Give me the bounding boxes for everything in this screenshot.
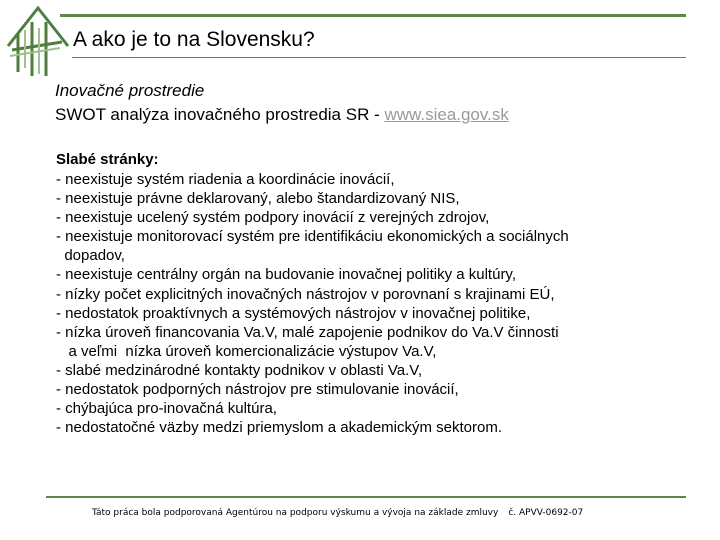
list-item: - nedostatok podporných nástrojov pre stimulovanie inovácií, <box>56 381 459 399</box>
list-item: dopadov, <box>56 247 125 265</box>
list-item: - nízka úroveň financovania Va.V, malé zapojenie podnikov do Va.V činnosti <box>56 323 559 341</box>
swot-text: SWOT analýza inovačného prostredia SR - <box>55 105 385 124</box>
list-item: - slabé medzinárodné kontakty podnikov v oblasti Va.V, <box>56 361 423 379</box>
list-item: - neexistuje systém riadenia a koordinácie inovácií, <box>56 171 395 188</box>
weaknesses-heading: Slabé stránky: <box>56 151 159 168</box>
slide-title: A ako je to na Slovensku? <box>73 28 315 51</box>
footer-contract: č. APVV-0692-07 <box>508 508 584 518</box>
list-item: - neexistuje centrálny orgán na budovanie inovačnej politiky a kultúry, <box>56 266 516 284</box>
title-underline <box>72 57 686 58</box>
list-item: - nedostatočné väzby medzi priemyslom a akademickým sektorom. <box>56 419 503 437</box>
weaknesses-list <box>56 170 686 437</box>
swot-line <box>55 104 509 126</box>
top-divider <box>60 14 686 17</box>
footer-acknowledgement <box>92 507 583 519</box>
footer-text: Táto práca bola podporovaná Agentúrou na podporu výskumu a vývoja na základe zmluvy <box>92 508 499 518</box>
list-item: - nízky počet explicitných inovačných nástrojov v porovnaní s krajinami EÚ, <box>56 285 555 303</box>
bottom-divider <box>46 496 686 498</box>
section-subtitle: Inovačné prostredie <box>55 81 205 100</box>
list-item: - chýbajúca pro-inovačná kultúra, <box>56 400 277 418</box>
siea-link[interactable]: www.siea.gov.sk <box>384 105 509 124</box>
list-item: - nedostatok proaktívnych a systémových nástrojov v inovačnej politike, <box>56 304 531 322</box>
list-item: - neexistuje monitorovací systém pre identifikáciu ekonomických a sociálnych <box>56 228 569 246</box>
list-item: - neexistuje ucelený systém podpory inovácií z verejných zdrojov, <box>56 209 490 227</box>
list-item: - neexistuje právne deklarovaný, alebo štandardizovaný NIS, <box>56 190 460 208</box>
list-item: a veľmi nízka úroveň komercionalizácie výstupov Va.V, <box>56 342 437 360</box>
